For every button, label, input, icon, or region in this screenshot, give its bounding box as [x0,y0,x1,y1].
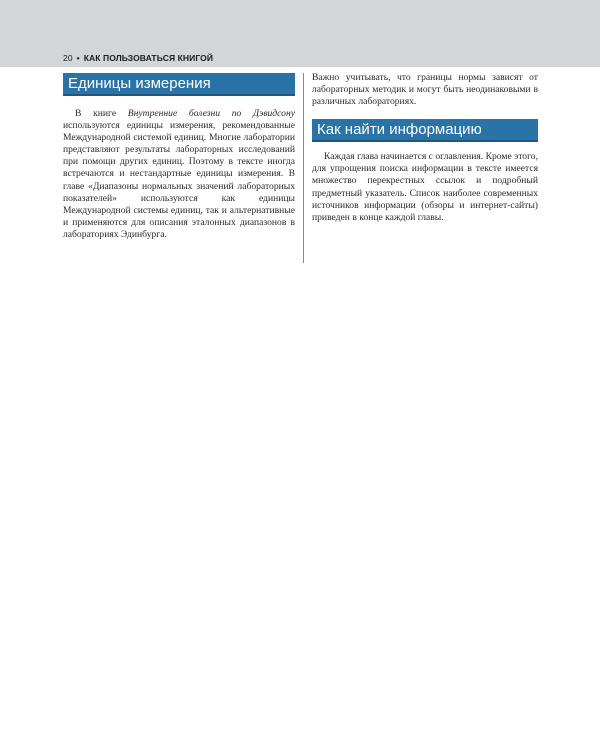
running-title: КАК ПОЛЬЗОВАТЬСЯ КНИГОЙ [83,53,214,63]
units-continuation-paragraph: Важно учитывать, что границы нормы зависят от лабораторных методик и могут быть неодинаковыми в различных лабораториях. [312,72,538,108]
header-separator: • [76,53,80,63]
left-column [63,72,295,241]
units-paragraph [63,108,295,241]
info-heading: Как найти информацию [312,119,538,142]
units-paragraph-lead: В книге [75,108,128,119]
units-heading: Единицы измерения [63,73,295,96]
running-header [63,53,213,63]
info-paragraph: Каждая глава начинается с оглавления. Кроме этого, для упрощения поиска информации в тексте имеется множество перекрестных ссылок и подробный предметный указатель. Список наиболее современных источников информации (обзоры и интернет-сайты) приведен в конце каждой главы. [312,151,538,223]
right-column [312,72,538,224]
page-number: 20 [63,53,73,63]
units-paragraph-rest: используются единицы измерения, рекомендованные Международной системой единиц. Многие лаборатории представляют результаты лабораторных исследований при помощи других единиц. Поэтому в тексте иногда встречаются и нестандартные единицы измерения. В главе «Диапазоны нормальных значений лабораторных показателей» используются как единицы Международной системы единиц, так и альтернативные и применяются для описания эталонных диапазонов в лабораториях Эдинбурга. [63,120,295,240]
column-divider [303,73,304,263]
book-title-italic: Внутренние болезни по Дэвидсону [127,108,295,119]
